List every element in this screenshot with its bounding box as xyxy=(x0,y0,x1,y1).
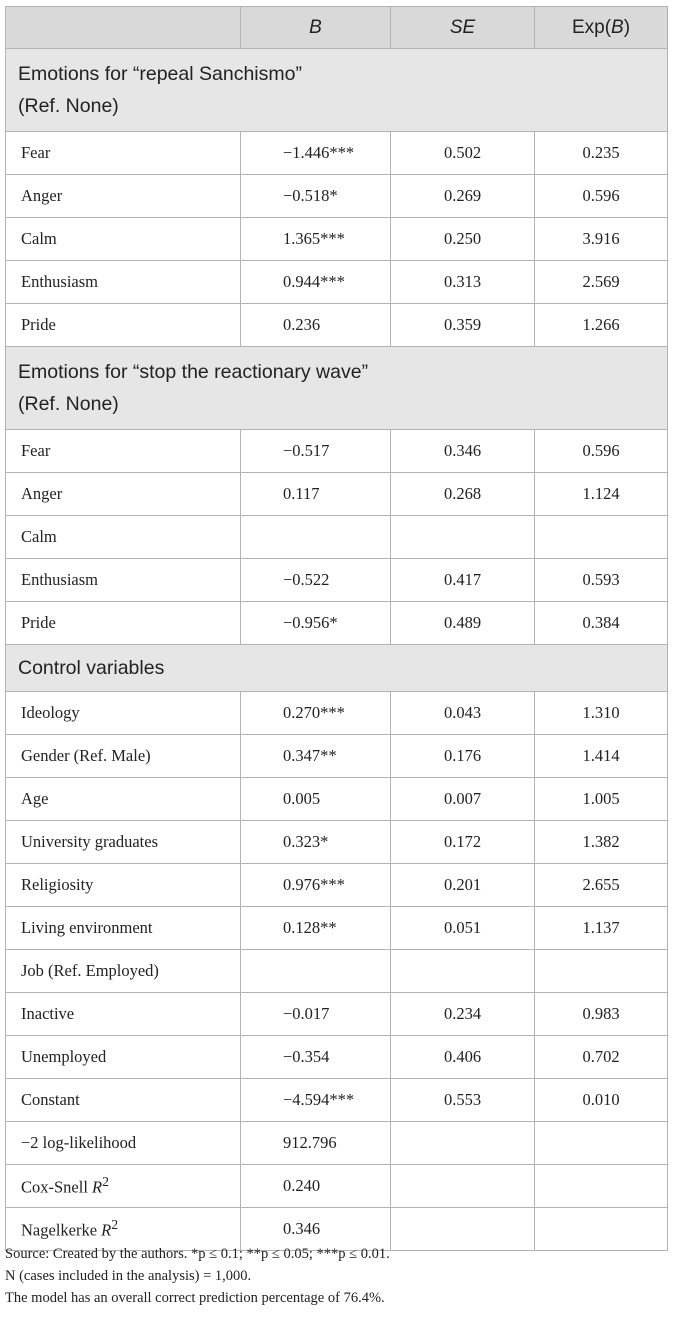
cell-exp: 2.569 xyxy=(535,261,668,304)
row-label: Anger xyxy=(6,175,241,218)
cell-exp: 0.235 xyxy=(535,132,668,175)
cell-exp: 0.596 xyxy=(535,430,668,473)
fit-label xyxy=(6,1165,241,1208)
cell-se: 0.313 xyxy=(391,261,535,304)
cell-b: 0.128** xyxy=(241,907,391,950)
table-row xyxy=(6,430,668,473)
header-exp-suffix: ) xyxy=(623,16,631,38)
note-source: Source: Created by the authors. *p ≤ 0.1; **p ≤ 0.05; ***p ≤ 0.01. xyxy=(5,1246,390,1262)
row-label: Gender (Ref. Male) xyxy=(6,735,241,778)
header-b: B xyxy=(241,7,391,49)
cell-exp: 1.137 xyxy=(535,907,668,950)
header-se: SE xyxy=(391,7,535,49)
fit-row xyxy=(6,1122,668,1165)
row-label: Religiosity xyxy=(6,864,241,907)
row-label: University graduates xyxy=(6,821,241,864)
header-exp-prefix: Exp( xyxy=(571,16,612,38)
cell-exp: 1.124 xyxy=(535,473,668,516)
table-row xyxy=(6,993,668,1036)
cell-exp: 1.005 xyxy=(535,778,668,821)
section-title: Emotions for “repeal Sanchismo” xyxy=(18,63,302,85)
empty-cell xyxy=(391,1165,535,1208)
cell-se: 0.043 xyxy=(391,692,535,735)
cell-se: 0.172 xyxy=(391,821,535,864)
row-label: Ideology xyxy=(6,692,241,735)
cell-b: −0.354 xyxy=(241,1036,391,1079)
cell-b: 0.976*** xyxy=(241,864,391,907)
empty-cell xyxy=(535,1165,668,1208)
cell-exp xyxy=(535,950,668,993)
cell-b: 0.005 xyxy=(241,778,391,821)
cell-b: −0.956* xyxy=(241,602,391,645)
cell-exp: 0.596 xyxy=(535,175,668,218)
regression-table xyxy=(5,6,668,1251)
row-label: Constant xyxy=(6,1079,241,1122)
row-label: Enthusiasm xyxy=(6,559,241,602)
section-header xyxy=(6,645,668,692)
cell-exp: 3.916 xyxy=(535,218,668,261)
cell-b: −0.518* xyxy=(241,175,391,218)
row-label: Pride xyxy=(6,304,241,347)
header-expb xyxy=(535,7,668,49)
fit-label-text: Cox-Snell xyxy=(21,1177,93,1197)
cell-exp: 1.266 xyxy=(535,304,668,347)
row-label: Pride xyxy=(6,602,241,645)
row-label: Unemployed xyxy=(6,1036,241,1079)
note-cases: N (cases included in the analysis) = 1,000. xyxy=(5,1268,252,1284)
table-row xyxy=(6,1079,668,1122)
fit-row xyxy=(6,1165,668,1208)
section-ref: (Ref. None) xyxy=(18,393,119,415)
note-prediction: The model has an overall correct prediction percentage of 76.4%. xyxy=(5,1290,385,1306)
cell-b: −0.017 xyxy=(241,993,391,1036)
table-row xyxy=(6,602,668,645)
table-header-row xyxy=(6,7,668,49)
table-row xyxy=(6,1036,668,1079)
cell-se: 0.489 xyxy=(391,602,535,645)
cell-se: 0.051 xyxy=(391,907,535,950)
fit-label-text: Nagelkerke xyxy=(21,1220,102,1240)
cell-b: −0.522 xyxy=(241,559,391,602)
cell-b: 0.347** xyxy=(241,735,391,778)
empty-cell xyxy=(535,1208,668,1251)
header-empty xyxy=(6,7,241,49)
cell-exp: 0.983 xyxy=(535,993,668,1036)
cell-se xyxy=(391,950,535,993)
table-row xyxy=(6,175,668,218)
cell-b: −4.594*** xyxy=(241,1079,391,1122)
table-row xyxy=(6,261,668,304)
cell-exp: 0.702 xyxy=(535,1036,668,1079)
section-ref: (Ref. None) xyxy=(18,95,119,117)
header-exp-b: B xyxy=(611,16,624,38)
table-row xyxy=(6,304,668,347)
row-label: Age xyxy=(6,778,241,821)
table-row xyxy=(6,692,668,735)
row-label: Calm xyxy=(6,218,241,261)
cell-b: 0.117 xyxy=(241,473,391,516)
cell-b: −0.517 xyxy=(241,430,391,473)
cell-b xyxy=(241,950,391,993)
table-row xyxy=(6,778,668,821)
fit-label: −2 log-likelihood xyxy=(6,1122,241,1165)
cell-se: 0.406 xyxy=(391,1036,535,1079)
cell-se: 0.201 xyxy=(391,864,535,907)
cell-exp xyxy=(535,516,668,559)
row-label: Enthusiasm xyxy=(6,261,241,304)
cell-b: 0.944*** xyxy=(241,261,391,304)
cell-se: 0.269 xyxy=(391,175,535,218)
table-row xyxy=(6,559,668,602)
section-title: Emotions for “stop the reactionary wave” xyxy=(18,361,369,383)
cell-exp: 0.010 xyxy=(535,1079,668,1122)
cell-se: 0.234 xyxy=(391,993,535,1036)
cell-exp: 0.593 xyxy=(535,559,668,602)
empty-cell xyxy=(391,1208,535,1251)
table-row xyxy=(6,132,668,175)
row-label: Inactive xyxy=(6,993,241,1036)
cell-exp: 1.310 xyxy=(535,692,668,735)
table-notes xyxy=(5,1243,390,1309)
row-label: Job (Ref. Employed) xyxy=(6,950,241,993)
fit-value: 0.346 xyxy=(241,1208,391,1251)
row-label: Anger xyxy=(6,473,241,516)
cell-se: 0.359 xyxy=(391,304,535,347)
r-symbol: R xyxy=(92,1177,103,1197)
cell-b: −1.446*** xyxy=(241,132,391,175)
empty-cell xyxy=(535,1122,668,1165)
table-row xyxy=(6,950,668,993)
table-row xyxy=(6,821,668,864)
row-label: Living environment xyxy=(6,907,241,950)
cell-se: 0.007 xyxy=(391,778,535,821)
cell-b: 0.323* xyxy=(241,821,391,864)
cell-se: 0.553 xyxy=(391,1079,535,1122)
cell-exp: 0.384 xyxy=(535,602,668,645)
cell-exp: 1.414 xyxy=(535,735,668,778)
row-label: Fear xyxy=(6,430,241,473)
cell-exp: 1.382 xyxy=(535,821,668,864)
cell-b xyxy=(241,516,391,559)
section-header xyxy=(6,49,668,132)
cell-se xyxy=(391,516,535,559)
cell-se: 0.417 xyxy=(391,559,535,602)
superscript: 2 xyxy=(111,1217,119,1233)
cell-b: 0.270*** xyxy=(241,692,391,735)
cell-se: 0.346 xyxy=(391,430,535,473)
row-label: Fear xyxy=(6,132,241,175)
r-symbol: R xyxy=(101,1220,112,1240)
empty-cell xyxy=(391,1122,535,1165)
table-row xyxy=(6,907,668,950)
cell-se: 0.176 xyxy=(391,735,535,778)
section-header xyxy=(6,347,668,430)
table-row xyxy=(6,218,668,261)
table-row xyxy=(6,516,668,559)
table-row xyxy=(6,735,668,778)
cell-exp: 2.655 xyxy=(535,864,668,907)
table-row xyxy=(6,473,668,516)
cell-b: 1.365*** xyxy=(241,218,391,261)
row-label: Calm xyxy=(6,516,241,559)
cell-se: 0.250 xyxy=(391,218,535,261)
superscript: 2 xyxy=(102,1174,110,1190)
fit-value: 0.240 xyxy=(241,1165,391,1208)
cell-b: 0.236 xyxy=(241,304,391,347)
cell-se: 0.268 xyxy=(391,473,535,516)
fit-value: 912.796 xyxy=(241,1122,391,1165)
cell-se: 0.502 xyxy=(391,132,535,175)
table-row xyxy=(6,864,668,907)
section-title: Control variables xyxy=(18,657,165,679)
